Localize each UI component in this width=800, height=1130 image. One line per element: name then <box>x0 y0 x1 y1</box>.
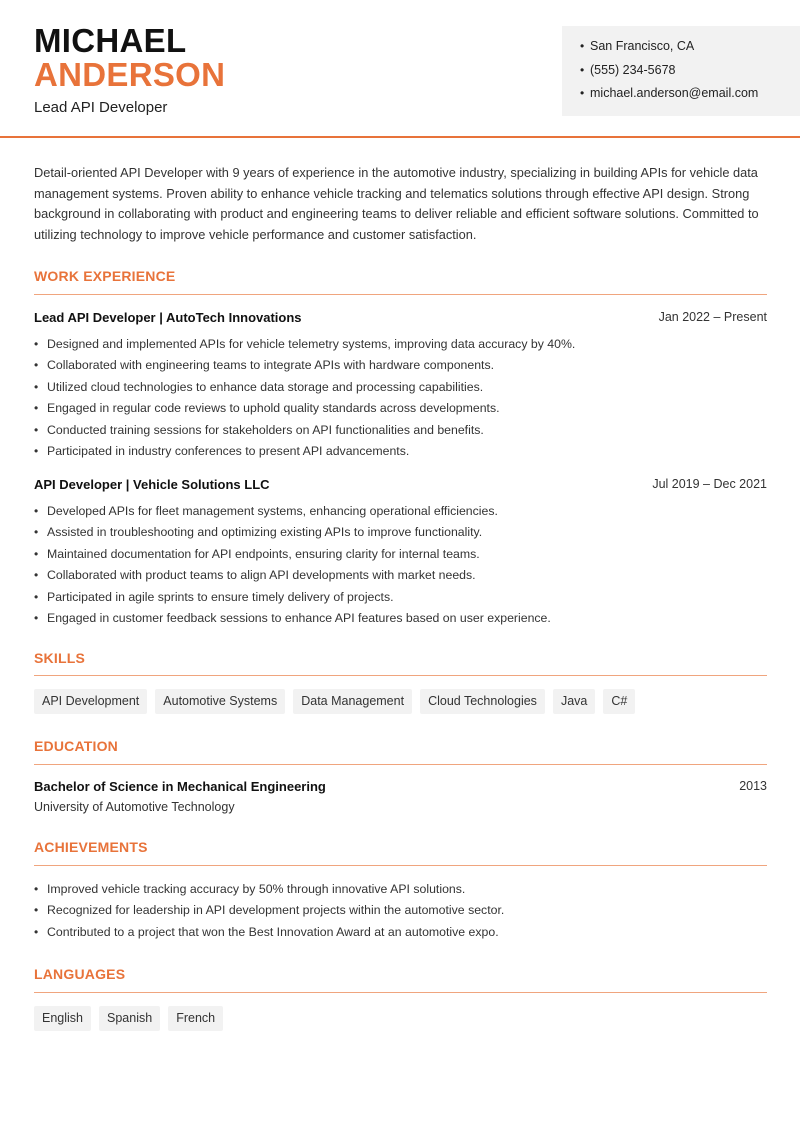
bullet-icon: • <box>580 62 585 77</box>
job-header <box>34 310 767 325</box>
section-divider <box>34 764 767 765</box>
degree: Bachelor of Science in Mechanical Engineering <box>34 779 326 794</box>
section-title-skills: SKILLS <box>34 650 85 666</box>
contact-email: • michael.anderson@email.com <box>580 86 759 100</box>
contact-list <box>580 38 758 109</box>
job-header <box>34 477 767 492</box>
bullet-icon: • <box>34 610 39 625</box>
job-role: API Developer | Vehicle Solutions LLC <box>34 477 270 492</box>
section-divider <box>34 675 767 676</box>
list-item: • Participated in agile sprints to ensure timely delivery of projects. <box>34 589 767 610</box>
language-tag: Spanish <box>99 1006 160 1031</box>
list-item: • Improved vehicle tracking accuracy by 50% through innovative API solutions. <box>34 881 767 902</box>
job-role: Lead API Developer | AutoTech Innovations <box>34 310 302 325</box>
bullet-icon: • <box>34 401 39 416</box>
language-tag: French <box>168 1006 223 1031</box>
job-title: Lead API Developer <box>34 99 168 116</box>
bullet-icon: • <box>34 903 39 918</box>
bullet-icon: • <box>34 924 39 939</box>
bullet-icon: • <box>34 443 39 458</box>
job-bullets <box>34 336 767 464</box>
bullet-icon: • <box>34 589 39 604</box>
skill-tag: Cloud Technologies <box>420 689 545 714</box>
list-item: • Recognized for leadership in API development projects within the automotive sector. <box>34 902 767 923</box>
skills-tags <box>34 689 635 714</box>
list-item: • Contributed to a project that won the Best Innovation Award at an automotive expo. <box>34 924 767 945</box>
last-name: ANDERSON <box>34 56 226 93</box>
skill-tag: API Development <box>34 689 147 714</box>
section-divider <box>34 865 767 866</box>
list-item: • Collaborated with product teams to align API developments with market needs. <box>34 567 767 588</box>
job-dates: Jul 2019 – Dec 2021 <box>652 477 767 491</box>
language-tag: English <box>34 1006 91 1031</box>
job-bullets <box>34 503 767 631</box>
contact-location: • San Francisco, CA <box>580 39 695 53</box>
first-name: MICHAEL <box>34 22 187 59</box>
bullet-icon: • <box>580 86 585 100</box>
skill-tag: Data Management <box>293 689 412 714</box>
section-title-work: WORK EXPERIENCE <box>34 268 176 284</box>
section-title-languages: LANGUAGES <box>34 966 126 982</box>
skill-tag: Automotive Systems <box>155 689 285 714</box>
bullet-icon: • <box>34 337 39 351</box>
achievements-list <box>34 881 767 945</box>
bullet-icon: • <box>34 568 39 583</box>
list-item: • Designed and implemented APIs for vehicle telemetry systems, improving data accuracy by 40%. <box>34 336 767 357</box>
section-title-education: EDUCATION <box>34 738 118 754</box>
list-item: • Maintained documentation for API endpoints, ensuring clarity for internal teams. <box>34 546 767 567</box>
bullet-icon: • <box>34 525 39 540</box>
bullet-icon: • <box>34 882 39 896</box>
contact-box <box>562 26 800 116</box>
list-item: • Participated in industry conferences to present API advancements. <box>34 443 767 464</box>
bullet-icon: • <box>580 39 585 53</box>
section-divider <box>34 294 767 295</box>
school-name: University of Automotive Technology <box>34 800 235 814</box>
bullet-icon: • <box>34 546 39 561</box>
list-item: • Engaged in customer feedback sessions to enhance API features based on user experience. <box>34 610 767 631</box>
list-item: • Conducted training sessions for stakeholders on API functionalities and benefits. <box>34 422 767 443</box>
list-item: • Engaged in regular code reviews to uphold quality standards across developments. <box>34 400 767 421</box>
list-item: • Utilized cloud technologies to enhance data storage and processing capabilities. <box>34 379 767 400</box>
bullet-icon: • <box>34 422 39 437</box>
languages-tags <box>34 1006 223 1031</box>
resume-header <box>0 0 800 138</box>
list-item: • Developed APIs for fleet management systems, enhancing operational efficiencies. <box>34 503 767 524</box>
list-item: • Assisted in troubleshooting and optimizing existing APIs to improve functionality. <box>34 524 767 545</box>
list-item: • Collaborated with engineering teams to integrate APIs with hardware components. <box>34 357 767 378</box>
skill-tag: C# <box>603 689 635 714</box>
bullet-icon: • <box>34 379 39 394</box>
graduation-year: 2013 <box>739 779 767 793</box>
bullet-icon: • <box>34 358 39 373</box>
contact-phone: • (555) 234-5678 <box>580 62 676 77</box>
summary-text: Detail-oriented API Developer with 9 years of experience in the automotive industry, specializing in building APIs for vehicle data management systems. Proven ability to enhance vehicle tracking and telematics solutions through effective API design. Strong background in collaborating with product and engineering teams to deliver reliable and efficient software solutions. Committed to utilizing technology to improve vehicle performance and customer satisfaction. <box>34 165 759 243</box>
section-divider <box>34 992 767 993</box>
education-header <box>34 779 767 794</box>
bullet-icon: • <box>34 504 39 518</box>
job-dates: Jan 2022 – Present <box>658 310 767 324</box>
section-title-achievements: ACHIEVEMENTS <box>34 839 148 855</box>
skill-tag: Java <box>553 689 595 714</box>
